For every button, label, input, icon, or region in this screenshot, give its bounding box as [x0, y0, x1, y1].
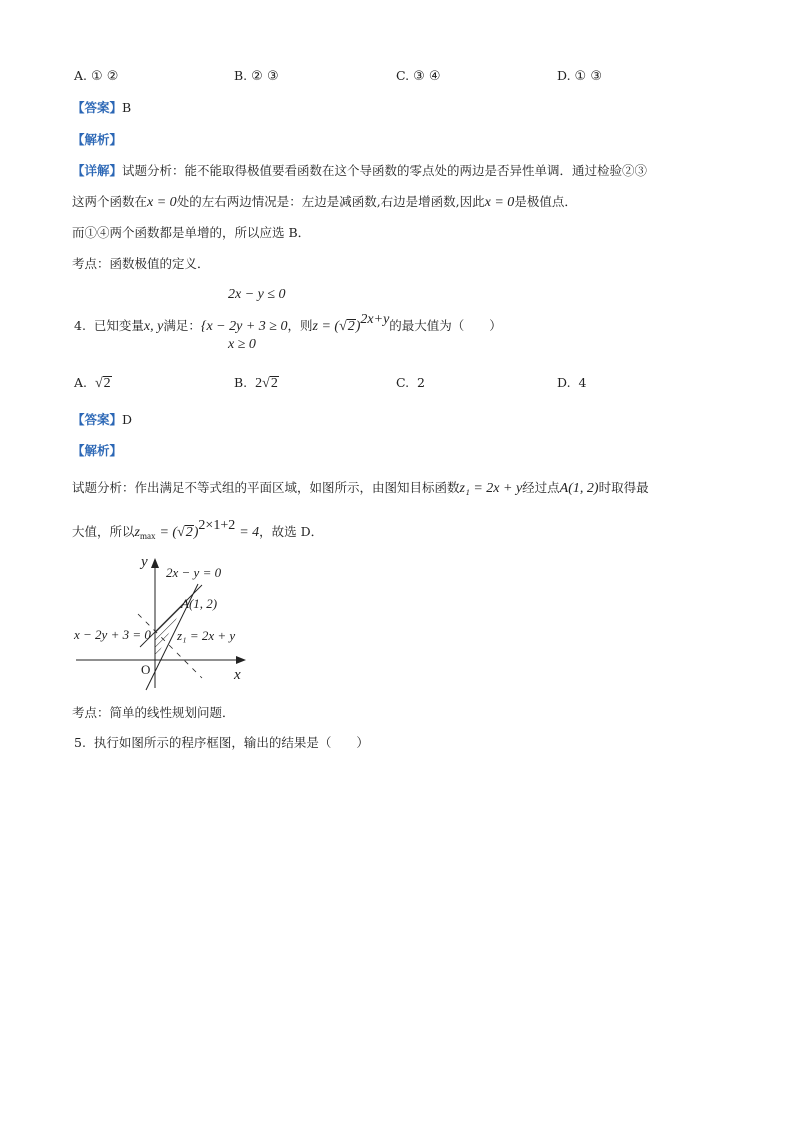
x-axis-arrow — [236, 656, 246, 664]
x-axis-label: x — [234, 667, 241, 683]
q3-detail-line2: 这两个函数在x = 0处的左右两边情况是：左边是减函数,右边是增函数,因此x = 0是极值点． — [72, 194, 577, 210]
q3-kaodian: 考点：函数极值的定义． — [72, 256, 210, 271]
q3-analysis-tag: 【解析】 — [72, 132, 123, 147]
q4-option-b: B. 2√2 — [234, 375, 278, 391]
q3-detail-line1: 【详解】试题分析：能不能取得极值要看函数在这个导函数的零点处的两边是否异性单调．通过检验②③ — [72, 163, 648, 178]
q3-answer: 【答案】B — [72, 100, 132, 115]
y-axis-label: y — [141, 554, 148, 570]
q5-stem: 5. 执行如图所示的程序框图，输出的结果是（ ） — [74, 735, 369, 750]
q4-solution-line1: 试题分析：作出满足不等式组的平面区域，如图所示，由图知目标函数z₁ = 2x + y经过点A(1, 2)时取得最 — [72, 480, 649, 496]
q4-stem: 4. 已知变量x, y满足：{x − 2y + 3 ≥ 0，则$z = (√2)^{2x+y}$的最大值为（ ） — [74, 312, 502, 334]
line2-label: x − 2y + 3 = 0 — [74, 627, 151, 642]
q4-option-c: C. 2 — [396, 375, 425, 390]
q3-option-d: D. ① ③ — [557, 68, 602, 84]
q4-answer: 【答案】D — [72, 412, 133, 427]
q4-option-d: D. 4 — [557, 375, 587, 390]
q3-option-a: A. ① ② — [74, 68, 119, 84]
feasible-region-figure — [70, 548, 260, 696]
q4-analysis-tag: 【解析】 — [72, 443, 123, 458]
q4-constraint-1: 2x − y ≤ 0 — [228, 287, 286, 302]
y-axis-arrow — [151, 558, 159, 568]
objective-label: z₁ = 2x + y — [177, 628, 236, 643]
q4-option-a: A. √2 — [74, 375, 111, 391]
q4-constraint-3: x ≥ 0 — [228, 337, 256, 352]
q3-option-b: B. ② ③ — [234, 68, 279, 84]
line1-label: 2x − y = 0 — [166, 565, 222, 580]
q4-kaodian: 考点：简单的线性规划问题． — [72, 705, 235, 720]
q3-detail-line3: 而①④两个函数都是单增的，所以应选 B． — [72, 225, 311, 240]
q3-option-c: C. ③ ④ — [396, 68, 441, 84]
point-a-label: A(1, 2) — [181, 596, 218, 611]
q4-solution-line2: 大值，所以$z_{max} = (√2)^{2\times 1+2} = 4$，故选 D． — [72, 518, 324, 541]
origin-label: O — [141, 662, 151, 677]
